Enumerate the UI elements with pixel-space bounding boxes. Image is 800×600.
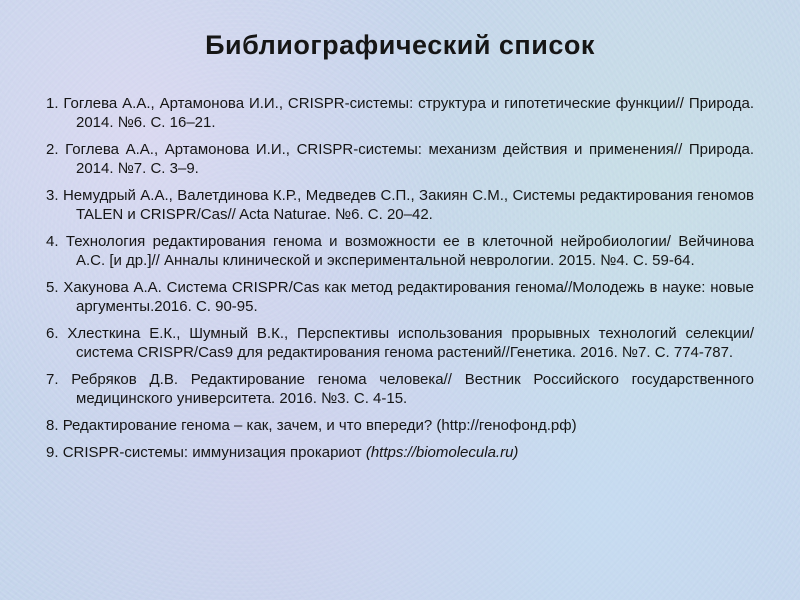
reference-number: 7.	[46, 371, 59, 388]
reference-text: Редактирование генома – как, зачем, и что впереди? (http://генофонд.рф)	[62, 417, 577, 434]
reference-number: 4.	[46, 233, 59, 250]
reference-url[interactable]: (https://biomolecula.ru)	[365, 444, 519, 461]
reference-item-6	[46, 324, 754, 362]
reference-text: Хакунова А.А. Система CRISPR/Cas как метод редактирования генома//Молодежь в науке: новые аргументы.2016. С. 90-95.	[63, 279, 754, 315]
reference-number: 3.	[46, 187, 59, 204]
reference-text: Гоглева А.А., Артамонова И.И., CRISPR-системы: структура и гипотетические функции// Природа. 2014. №6. С. 16–21.	[63, 95, 754, 131]
reference-item-5	[46, 278, 754, 316]
reference-text: Технология редактирования генома и возможности ее в клеточной нейробиологии/ Вейчинова А.С. [и др.]// Анналы клинической и экспериментальной неврологии. 2015. №4. С. 59-64.	[65, 233, 755, 269]
reference-item-7	[46, 370, 754, 408]
reference-text: Ребряков Д.В. Редактирование генома человека// Вестник Российского государственного медицинского университета. 2016. №3. С. 4-15.	[71, 371, 754, 407]
reference-item-2	[46, 140, 754, 178]
slide-title: Библиографический список	[205, 30, 595, 60]
reference-item-4	[46, 232, 754, 270]
reference-item-8	[46, 416, 754, 435]
reference-number: 8.	[46, 417, 59, 434]
bibliography-list	[46, 94, 754, 470]
reference-number: 1.	[46, 95, 59, 112]
reference-item-3	[46, 186, 754, 224]
reference-text: CRISPR-системы: иммунизация прокариот	[62, 444, 366, 461]
reference-number: 2.	[46, 141, 59, 158]
reference-item-9	[46, 443, 754, 462]
reference-text: Немудрый А.А., Валетдинова К.Р., Медведев С.П., Закиян С.М., Системы редактирования геномов TALEN и CRISPR/Cas// Acta Naturae. №6. С. 20–42.	[62, 187, 754, 223]
reference-item-1	[46, 94, 754, 132]
reference-number: 9.	[46, 444, 59, 461]
reference-number: 5.	[46, 279, 59, 296]
reference-text: Хлесткина Е.К., Шумный В.К., Перспективы использования прорывных технологий селекции/ система CRISPR/Cas9 для редактирования генома растений//Генетика. 2016. №7. С. 774-787.	[67, 325, 754, 361]
reference-text: Гоглева А.А., Артамонова И.И., CRISPR-системы: механизм действия и применения// Природа. 2014. №7. С. 3–9.	[65, 141, 754, 177]
reference-number: 6.	[46, 325, 59, 342]
